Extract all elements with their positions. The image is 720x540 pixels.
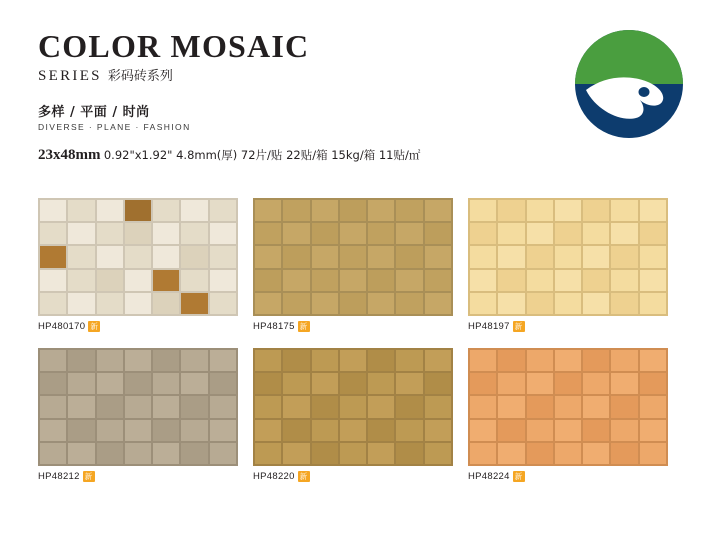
brick <box>312 200 338 221</box>
new-badge: 新 <box>90 321 99 331</box>
brick <box>40 396 66 417</box>
brick <box>181 396 207 417</box>
brick <box>470 396 496 417</box>
brick <box>583 200 609 221</box>
brick <box>611 420 637 441</box>
brick <box>527 246 553 267</box>
brick <box>527 270 553 291</box>
brick <box>68 223 94 244</box>
brick <box>283 350 309 371</box>
brick <box>153 373 179 394</box>
brick <box>640 223 666 244</box>
brick <box>470 200 496 221</box>
brick <box>527 350 553 371</box>
brick <box>153 420 179 441</box>
brick <box>255 420 281 441</box>
brick <box>97 270 123 291</box>
brick <box>470 293 496 314</box>
brick <box>181 200 207 221</box>
brick <box>555 200 581 221</box>
brick <box>153 223 179 244</box>
brick <box>68 200 94 221</box>
brick <box>555 246 581 267</box>
series-label-en: SERIES <box>38 67 102 84</box>
brick <box>181 270 207 291</box>
brick <box>498 246 524 267</box>
brick <box>368 396 394 417</box>
brick <box>181 350 207 371</box>
brick <box>368 443 394 464</box>
new-badge: 新 <box>514 471 523 481</box>
tile-catalog <box>38 198 683 498</box>
brick <box>125 350 151 371</box>
brick <box>396 373 422 394</box>
brick <box>425 293 451 314</box>
tile-code: HP48220 <box>253 471 295 482</box>
tile-swatch <box>253 198 453 316</box>
brick <box>312 443 338 464</box>
brick <box>611 270 637 291</box>
brick <box>283 270 309 291</box>
brick <box>97 350 123 371</box>
brick <box>181 223 207 244</box>
tile-caption <box>468 471 683 482</box>
brick <box>555 350 581 371</box>
brick <box>555 270 581 291</box>
brick <box>583 396 609 417</box>
brick <box>312 223 338 244</box>
brick <box>611 443 637 464</box>
brick <box>640 200 666 221</box>
tile-swatch <box>38 198 238 316</box>
brick <box>312 420 338 441</box>
brick <box>68 350 94 371</box>
brick <box>283 373 309 394</box>
page-title: COLOR MOSAIC <box>38 28 310 64</box>
brick <box>181 420 207 441</box>
brick <box>368 420 394 441</box>
brick <box>555 293 581 314</box>
tile-code: HP480170 <box>38 321 86 332</box>
brick <box>368 350 394 371</box>
brick <box>611 200 637 221</box>
brick <box>498 350 524 371</box>
brick <box>153 293 179 314</box>
brick <box>68 443 94 464</box>
brick <box>555 373 581 394</box>
brick <box>340 293 366 314</box>
brick <box>425 443 451 464</box>
brick <box>470 350 496 371</box>
brick <box>425 396 451 417</box>
brick <box>611 223 637 244</box>
brick <box>125 246 151 267</box>
brick <box>640 443 666 464</box>
brick <box>425 373 451 394</box>
brick <box>181 246 207 267</box>
brick <box>583 443 609 464</box>
brick <box>396 270 422 291</box>
brick <box>40 200 66 221</box>
brick <box>68 270 94 291</box>
brick <box>97 443 123 464</box>
spec-size: 23x48mm <box>38 146 101 163</box>
tile-swatch <box>38 348 238 466</box>
brick <box>583 270 609 291</box>
brick-grid <box>253 348 453 466</box>
brick <box>498 200 524 221</box>
brick <box>368 270 394 291</box>
brick <box>312 293 338 314</box>
brick <box>97 246 123 267</box>
brick <box>255 200 281 221</box>
brick <box>40 443 66 464</box>
brick <box>40 270 66 291</box>
brick <box>527 293 553 314</box>
series-label-cn: 彩码砖系列 <box>107 68 173 84</box>
new-badge: 新 <box>299 471 308 481</box>
brick <box>640 270 666 291</box>
brick <box>368 373 394 394</box>
brick <box>40 373 66 394</box>
brick <box>255 396 281 417</box>
spec-detail: 0.92"x1.92" 4.8mm(厚) 72片/贴 22贴/箱 15kg/箱 11贴/㎡ <box>103 147 421 162</box>
brick <box>312 270 338 291</box>
brick <box>611 373 637 394</box>
brick <box>368 200 394 221</box>
brick <box>527 396 553 417</box>
brick <box>153 246 179 267</box>
brick <box>125 293 151 314</box>
brick <box>312 350 338 371</box>
brick <box>470 246 496 267</box>
brick <box>255 246 281 267</box>
brick <box>68 293 94 314</box>
brick <box>125 200 151 221</box>
tagline-en: DIVERSE · PLANE · FASHION <box>38 121 191 132</box>
brick <box>283 200 309 221</box>
brick <box>340 373 366 394</box>
brick <box>425 223 451 244</box>
brick <box>340 223 366 244</box>
brick <box>210 270 236 291</box>
brick <box>40 350 66 371</box>
brick <box>125 270 151 291</box>
brick <box>97 420 123 441</box>
brick <box>583 420 609 441</box>
brick <box>583 373 609 394</box>
series-line <box>38 65 558 85</box>
brick-grid <box>38 198 238 316</box>
brick <box>498 223 524 244</box>
tile-caption <box>253 321 468 332</box>
brick <box>40 420 66 441</box>
brick <box>396 443 422 464</box>
brick <box>210 373 236 394</box>
brick <box>555 396 581 417</box>
brick <box>125 443 151 464</box>
tile-code: HP48197 <box>468 321 510 332</box>
brick <box>340 420 366 441</box>
brick <box>611 293 637 314</box>
brick <box>255 223 281 244</box>
brick <box>125 223 151 244</box>
brick <box>340 396 366 417</box>
brick <box>40 246 66 267</box>
brick <box>68 246 94 267</box>
header <box>38 30 558 164</box>
brick <box>153 350 179 371</box>
brick <box>396 246 422 267</box>
brick <box>555 223 581 244</box>
brick <box>470 223 496 244</box>
brick <box>498 270 524 291</box>
brick <box>125 373 151 394</box>
brick <box>470 373 496 394</box>
brick <box>68 396 94 417</box>
brick <box>283 420 309 441</box>
brick <box>153 443 179 464</box>
brick <box>470 443 496 464</box>
tile-card[interactable] <box>38 198 253 332</box>
brick <box>283 223 309 244</box>
brick <box>640 293 666 314</box>
brick <box>498 373 524 394</box>
brick <box>255 443 281 464</box>
brick <box>527 200 553 221</box>
brick <box>97 396 123 417</box>
brick <box>425 270 451 291</box>
brick <box>255 270 281 291</box>
brick-grid <box>468 348 668 466</box>
brick <box>425 246 451 267</box>
brick <box>181 293 207 314</box>
tile-swatch <box>253 348 453 466</box>
brick <box>396 420 422 441</box>
tagline-cn: 多样 / 平面 / 时尚 <box>38 104 150 120</box>
brick <box>210 443 236 464</box>
brick <box>470 420 496 441</box>
brick <box>312 246 338 267</box>
tile-swatch <box>468 348 668 466</box>
brick <box>640 350 666 371</box>
brick <box>210 246 236 267</box>
tile-card[interactable] <box>253 198 468 332</box>
brick <box>40 293 66 314</box>
tile-card[interactable] <box>253 348 468 482</box>
brick <box>640 373 666 394</box>
tile-code: HP48175 <box>253 321 295 332</box>
brick-grid <box>468 198 668 316</box>
brick <box>583 350 609 371</box>
brick <box>210 396 236 417</box>
brick <box>527 443 553 464</box>
brick <box>255 350 281 371</box>
brick <box>498 293 524 314</box>
brick <box>97 223 123 244</box>
brick <box>470 270 496 291</box>
brick <box>340 270 366 291</box>
tile-swatch <box>468 198 668 316</box>
brick <box>283 443 309 464</box>
brick <box>527 223 553 244</box>
brick <box>611 246 637 267</box>
brick <box>498 420 524 441</box>
brick <box>368 293 394 314</box>
brick <box>340 350 366 371</box>
brick <box>425 420 451 441</box>
tile-caption <box>468 321 683 332</box>
brick <box>340 443 366 464</box>
brick <box>97 373 123 394</box>
brick <box>583 293 609 314</box>
tile-caption <box>38 471 253 482</box>
new-badge: 新 <box>299 321 308 331</box>
brick <box>527 420 553 441</box>
brick <box>210 350 236 371</box>
brick <box>425 200 451 221</box>
new-badge: 新 <box>514 321 523 331</box>
brick <box>283 293 309 314</box>
tile-card[interactable] <box>468 348 683 482</box>
brick <box>368 223 394 244</box>
brick <box>210 420 236 441</box>
logo-icon <box>570 28 688 140</box>
brick <box>396 223 422 244</box>
brick-grid <box>253 198 453 316</box>
brick <box>97 200 123 221</box>
tile-caption <box>253 471 468 482</box>
brick <box>640 396 666 417</box>
brick <box>283 396 309 417</box>
brick <box>340 246 366 267</box>
brick <box>396 293 422 314</box>
brick <box>153 270 179 291</box>
brick <box>498 396 524 417</box>
brick <box>97 293 123 314</box>
brick <box>583 223 609 244</box>
brick <box>555 443 581 464</box>
brick <box>255 293 281 314</box>
brick <box>425 350 451 371</box>
brick <box>210 223 236 244</box>
brick <box>153 396 179 417</box>
brick <box>210 200 236 221</box>
brick-grid <box>38 348 238 466</box>
brick <box>125 420 151 441</box>
brick <box>312 396 338 417</box>
brick <box>181 373 207 394</box>
brick <box>368 246 394 267</box>
brick <box>640 420 666 441</box>
brick <box>611 396 637 417</box>
brick <box>611 350 637 371</box>
brick <box>527 373 553 394</box>
brick <box>396 396 422 417</box>
spec-line <box>38 147 558 164</box>
brick <box>283 246 309 267</box>
brick <box>68 420 94 441</box>
brick <box>396 350 422 371</box>
brick <box>125 396 151 417</box>
brick <box>498 443 524 464</box>
tile-card[interactable] <box>38 348 253 482</box>
tile-card[interactable] <box>468 198 683 332</box>
brick <box>68 373 94 394</box>
brick <box>181 443 207 464</box>
brick <box>40 223 66 244</box>
brick <box>583 246 609 267</box>
tile-code: HP48224 <box>468 471 510 482</box>
tile-code: HP48212 <box>38 471 80 482</box>
brick <box>312 373 338 394</box>
brick <box>255 373 281 394</box>
brick <box>396 200 422 221</box>
brick <box>340 200 366 221</box>
tile-caption <box>38 321 253 332</box>
new-badge: 新 <box>84 471 93 481</box>
brick <box>640 246 666 267</box>
company-logo <box>570 28 688 140</box>
brick <box>555 420 581 441</box>
brick <box>210 293 236 314</box>
brick <box>153 200 179 221</box>
